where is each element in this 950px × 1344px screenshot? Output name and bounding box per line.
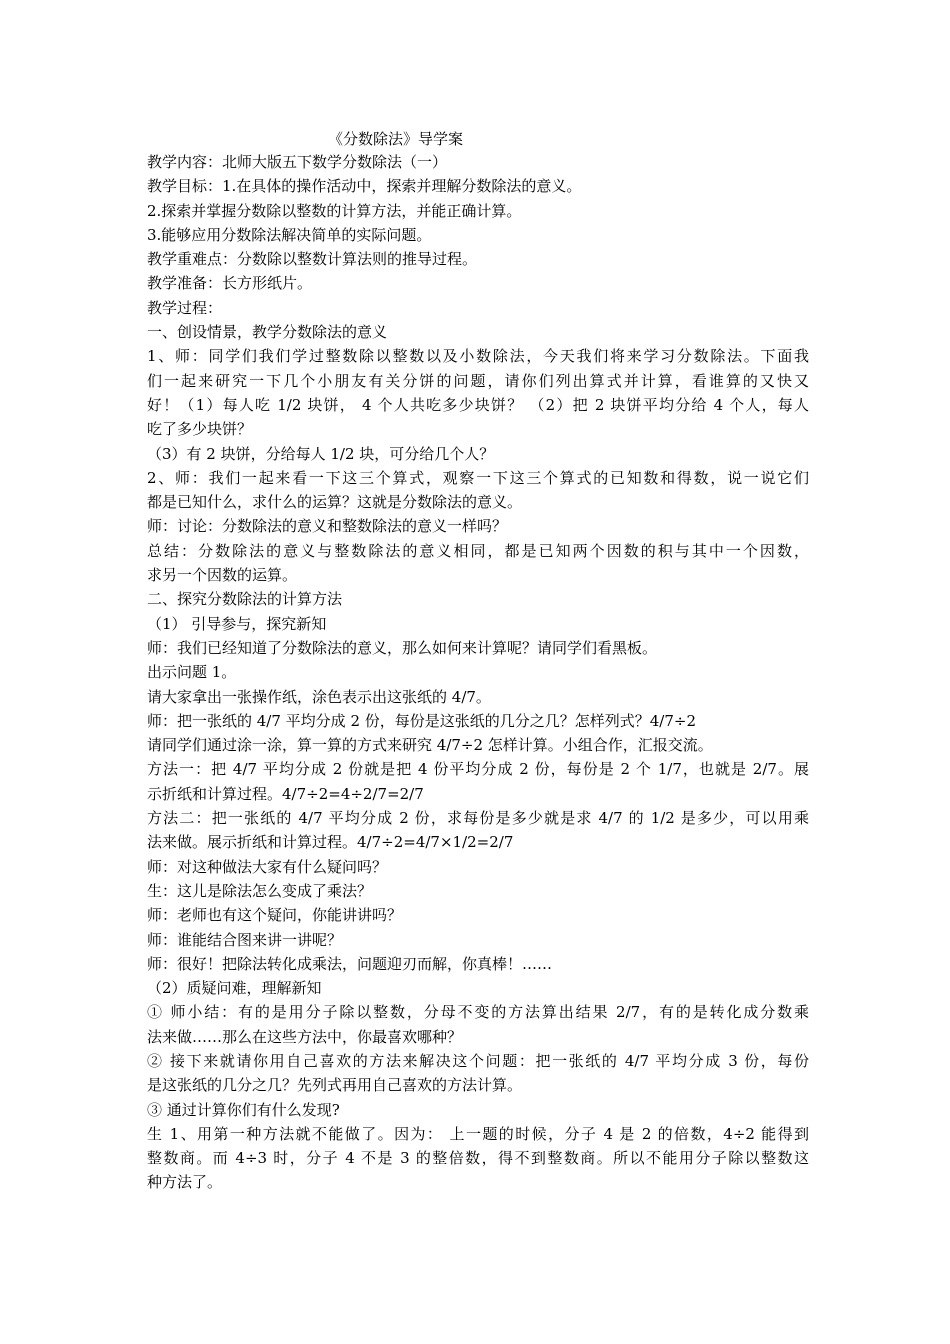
text-line: （1） 引导参与，探究新知: [147, 614, 327, 633]
text-line: 是这张纸的几分之几？先列式再用自己喜欢的方法计算。: [147, 1076, 523, 1095]
text-line: 出示问题 1。: [147, 663, 237, 682]
text-line: 示折纸和计算过程。4/7÷2=4÷2/7=2/7: [147, 784, 424, 803]
text-line: ① 师小结：有的是用分子除以整数，分母不变的方法算出结果 2/7，有的是转化成分数乘: [147, 1003, 809, 1022]
text-line: 法来做。展示折纸和计算过程。4/7÷2=4/7×1/2=2/7: [147, 833, 514, 852]
text-line: 们一起来研究一下几个小朋友有关分饼的问题，请你们列出算式并计算，看谁算的又快又: [147, 371, 809, 390]
text-line: 好！（1）每人吃 1/2 块饼， 4 个人共吃多少块饼？ （2）把 2 块饼平均分给 4 个人，每人: [147, 395, 809, 414]
text-line: 方法二：把一张纸的 4/7 平均分成 2 份，求每份是多少就是求 4/7 的 1/2 是多少，可以用乘: [147, 809, 809, 828]
text-line: 师：老师也有这个疑问，你能讲讲吗？: [147, 906, 403, 925]
text-line: 法来做……那么在这些方法中，你最喜欢哪种？: [147, 1027, 463, 1046]
text-line: 二、探究分数除法的计算方法: [147, 590, 343, 609]
text-line: 师：我们已经知道了分数除法的意义，那么如何来计算呢？请同学们看黑板。: [147, 638, 658, 657]
text-line: 1、师：同学们我们学过整数除以整数以及小数除法，今天我们将来学习分数除法。下面我: [147, 347, 809, 366]
text-line: 总结：分数除法的意义与整数除法的意义相同，都是已知两个因数的积与其中一个因数，: [147, 541, 809, 560]
text-line: 一、创设情景，教学分数除法的意义: [147, 323, 388, 342]
text-line: 师：对这种做法大家有什么疑问吗？: [147, 857, 388, 876]
text-line: 师：很好！把除法转化成乘法，问题迎刃而解，你真棒！……: [147, 954, 553, 973]
text-line: 生：这儿是除法怎么变成了乘法？: [147, 881, 373, 900]
text-line: 教学内容：北师大版五下数学分数除法（一）: [147, 153, 448, 171]
text-line: 方法一：把 4/7 平均分成 2 份就是把 4 份平均分成 2 份，每份是 2 个 1/7，也就是 2/7。展: [147, 760, 809, 779]
document-body: [147, 150, 809, 1195]
text-line: 师：把一张纸的 4/7 平均分成 2 份，每份是这张纸的几分之几？怎样列式？4/7÷2: [147, 711, 697, 730]
text-line: 2.探索并掌握分数除以整数的计算方法，并能正确计算。: [147, 201, 522, 220]
document-title: 《分数除法》导学案: [328, 130, 464, 148]
text-line: 吃了多少块饼？: [147, 420, 253, 439]
text-line: 教学重难点：分数除以整数计算法则的推导过程。: [147, 250, 478, 269]
text-line: 教学过程：: [147, 298, 223, 317]
text-line: 求另一个因数的运算。: [147, 566, 298, 585]
text-line: 都是已知什么，求什么的运算？这就是分数除法的意义。: [147, 493, 523, 512]
text-line: 师：讨论：分数除法的意义和整数除法的意义一样吗？: [147, 517, 508, 536]
text-line: 教学目标：1.在具体的操作活动中，探索并理解分数除法的意义。: [147, 177, 582, 196]
text-line: 师：谁能结合图来讲一讲呢？: [147, 930, 343, 949]
text-line: 教学准备：长方形纸片。: [147, 274, 313, 293]
text-line: （2）质疑问难，理解新知: [147, 979, 322, 998]
text-line: ③ 通过计算你们有什么发现?: [147, 1100, 340, 1119]
text-line: 整数商。而 4÷3 时，分子 4 不是 3 的整倍数，得不到整数商。所以不能用分子除以整数这: [147, 1149, 809, 1168]
text-line: 请大家拿出一张操作纸，涂色表示出这张纸的 4/7。: [147, 687, 491, 706]
text-line: ② 接下来就请你用自己喜欢的方法来解决这个问题：把一张纸的 4/7 平均分成 3 份，每份: [147, 1051, 809, 1070]
text-line: 请同学们通过涂一涂，算一算的方式来研究 4/7÷2 怎样计算。小组合作，汇报交流。: [147, 736, 713, 755]
text-line: （3）有 2 块饼，分给每人 1/2 块，可分给几个人？: [147, 444, 495, 463]
text-line: 2、师：我们一起来看一下这三个算式，观察一下这三个算式的已知数和得数，说一说它们: [147, 468, 809, 487]
text-line: 生 1、用第一种方法就不能做了。因为： 上一题的时候，分子 4 是 2 的倍数，4÷2 能得到: [147, 1124, 809, 1143]
text-line: 3.能够应用分数除法解决简单的实际问题。: [147, 225, 432, 244]
text-line: 种方法了。: [147, 1173, 223, 1192]
